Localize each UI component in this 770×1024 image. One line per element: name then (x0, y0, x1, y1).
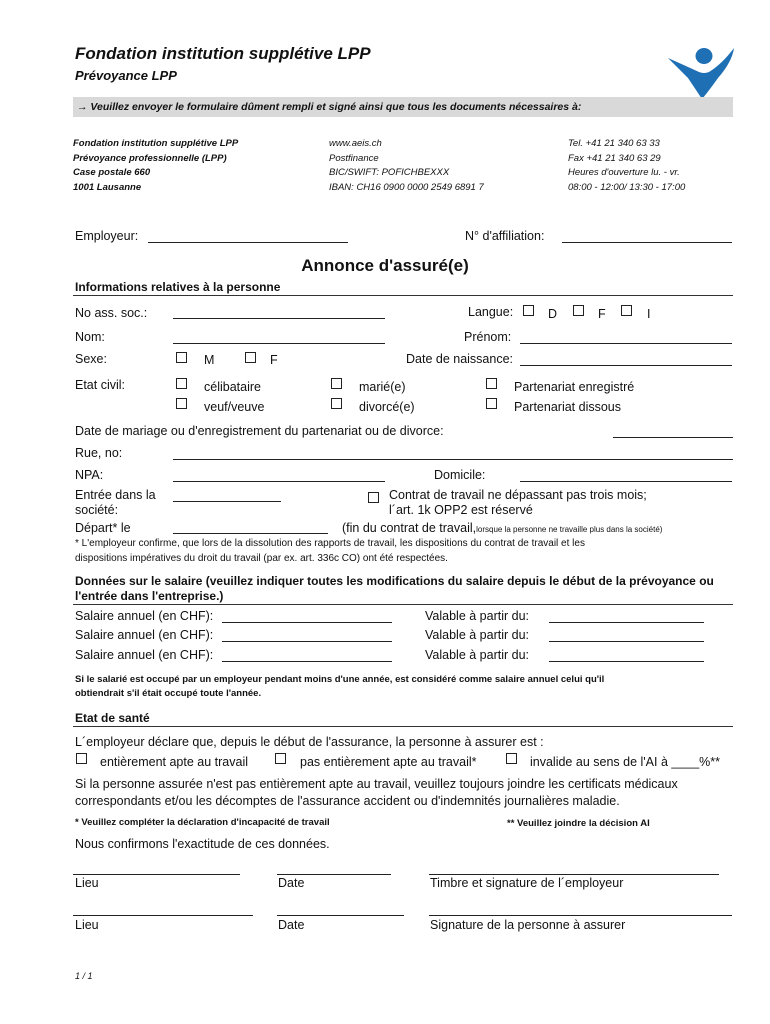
dob-label: Date de naissance: (406, 352, 514, 366)
entree-label: Entrée dans la société: (75, 488, 156, 517)
valid-label: Valable à partir du: (425, 648, 529, 662)
contact-line: Heures d'ouverture lu. - vr. (568, 167, 680, 178)
address-block (73, 137, 238, 195)
salary-field[interactable] (222, 641, 392, 642)
marriage-date-label: Date de mariage ou d'enregistrement du partenariat ou de divorce: (75, 424, 444, 438)
lieu-field[interactable] (73, 915, 253, 916)
foundation-logo (666, 44, 736, 100)
marie-label: marié(e) (359, 380, 406, 394)
lang-i-checkbox[interactable] (621, 305, 632, 316)
prenom-label: Prénom: (464, 330, 512, 344)
depart-field[interactable] (173, 533, 328, 534)
veuf-label: veuf/veuve (204, 400, 265, 414)
address-line: 1001 Lausanne (73, 181, 142, 193)
sex-m-checkbox[interactable] (176, 352, 187, 363)
sex-f-label: F (270, 353, 278, 367)
partenariat-dissous-checkbox[interactable] (486, 398, 497, 409)
bank-block (329, 137, 484, 195)
contrat-court-checkbox[interactable] (368, 492, 379, 503)
invalide-checkbox[interactable] (506, 753, 517, 764)
partenariat-enregistre-label: Partenariat enregistré (514, 380, 635, 394)
marriage-date-field[interactable] (613, 437, 733, 438)
address-line: Prévoyance professionnelle (LPP) (73, 152, 227, 164)
date-field[interactable] (277, 874, 391, 875)
salary-label: Salaire annuel (en CHF): (75, 628, 214, 642)
entree-field[interactable] (173, 501, 281, 502)
avs-field[interactable] (173, 318, 385, 319)
nom-label: Nom: (75, 330, 105, 344)
dob-field[interactable] (520, 365, 732, 366)
valid-date-field[interactable] (549, 641, 704, 642)
rue-label: Rue, no: (75, 446, 123, 460)
confirm-text: Nous confirmons l'exactitude de ces données. (75, 837, 330, 851)
depart-label: Départ* le (75, 521, 131, 535)
lang-i-label: I (647, 307, 651, 321)
lang-d-label: D (548, 307, 558, 321)
divorce-checkbox[interactable] (331, 398, 342, 409)
address-line: Case postale 660 (73, 167, 151, 178)
sex-f-checkbox[interactable] (245, 352, 256, 363)
valid-label: Valable à partir du: (425, 609, 529, 623)
pas-apte-checkbox[interactable] (275, 753, 286, 764)
divider (73, 604, 733, 605)
apte-checkbox[interactable] (76, 753, 87, 764)
sexe-label: Sexe: (75, 352, 107, 366)
section-title-salary: Données sur le salaire (veuillez indiquer toutes les modifications du salaire depuis le début de la prévoyance ou l'entrée dans l'entreprise.) (75, 574, 714, 603)
langue-label: Langue: (468, 305, 514, 319)
celibataire-label: célibataire (204, 380, 261, 394)
bank-line: Postfinance (329, 152, 379, 164)
fin-contrat-note: (fin du contrat de travail,lorsque la personne ne travaille plus dans la société) (342, 521, 663, 535)
website-link[interactable]: www.aeis.ch (329, 138, 382, 149)
contrat-court-label: Contrat de travail ne dépassant pas trois mois; l´art. 1k OPP2 est réservé (389, 488, 647, 517)
affiliation-field[interactable] (562, 242, 732, 243)
rue-field[interactable] (173, 459, 733, 460)
veuf-checkbox[interactable] (176, 398, 187, 409)
ai-note: ** Veuillez joindre la décision AI (507, 818, 650, 829)
instruction-banner (73, 97, 733, 117)
valid-date-field[interactable] (549, 622, 704, 623)
banner-text: Veuillez envoyer le formulaire dûment rempli et signé ainsi que tous les documents nécessaires à: (90, 101, 582, 113)
person-signature-label: Signature de la personne à assurer (430, 918, 626, 932)
valid-date-field[interactable] (549, 661, 704, 662)
lieu-field[interactable] (73, 874, 240, 875)
section-title-health: Etat de santé (75, 711, 150, 725)
apte-label: entièrement apte au travail (100, 755, 249, 769)
document-title: Fondation institution supplétive LPP (75, 44, 371, 63)
section-title-personal: Informations relatives à la personne (75, 280, 281, 294)
prenom-field[interactable] (520, 343, 732, 344)
pas-apte-label: pas entièrement apte au travail* (300, 755, 477, 769)
partenariat-enregistre-checkbox[interactable] (486, 378, 497, 389)
valid-label: Valable à partir du: (425, 628, 529, 642)
health-declaration: L´employeur déclare que, depuis le début de l'assurance, la personne à assurer est : (75, 735, 544, 749)
contact-line: Fax +41 21 340 63 29 (568, 152, 661, 164)
health-info: Si la personne assurée n'est pas entièrement apte au travail, veuillez toujours joindre les certificats médicaux correspondants et/ou les décomptes de l'assurance accident ou d'indemnités journalières maladie. (75, 777, 678, 808)
lieu-label: Lieu (75, 876, 99, 890)
nom-field[interactable] (173, 343, 385, 344)
incapacity-note: * Veuillez compléter la déclaration d'incapacité de travail (75, 817, 330, 828)
lang-d-checkbox[interactable] (523, 305, 534, 316)
celibataire-checkbox[interactable] (176, 378, 187, 389)
date-label: Date (278, 918, 305, 932)
employer-signature-label: Timbre et signature de l´employeur (430, 876, 624, 890)
bank-line: BIC/SWIFT: POFICHBEXXX (329, 167, 450, 178)
employer-field[interactable] (148, 242, 348, 243)
person-signature-field[interactable] (429, 915, 732, 916)
contact-block (568, 137, 685, 195)
marie-checkbox[interactable] (331, 378, 342, 389)
domicile-field[interactable] (520, 481, 732, 482)
arrow-icon: → (77, 101, 88, 113)
date-field[interactable] (277, 915, 404, 916)
salary-label: Salaire annuel (en CHF): (75, 609, 214, 623)
contact-line: 08:00 - 12:00/ 13:30 - 17:00 (568, 181, 686, 193)
domicile-label: Domicile: (434, 468, 486, 482)
avs-label: No ass. soc.: (75, 306, 148, 320)
salary-note: Si le salarié est occupé par un employeur pendant moins d'une année, est considéré comme salaire annuel celui qu'il obtiendrait s'il était occupé toute l'année. (75, 674, 605, 699)
affiliation-label: N° d'affiliation: (465, 229, 545, 243)
employer-label: Employeur: (75, 229, 139, 243)
bank-line: IBAN: CH16 0900 0000 2549 6891 7 (329, 181, 484, 193)
contact-line: Tel. +41 21 340 63 33 (568, 138, 660, 149)
lang-f-label: F (598, 307, 606, 321)
salary-label: Salaire annuel (en CHF): (75, 648, 214, 662)
salary-field[interactable] (222, 622, 392, 623)
document-subtitle: Prévoyance LPP (75, 68, 177, 83)
address-line: Fondation institution supplétive LPP (73, 138, 239, 149)
page-number: 1 / 1 (75, 971, 93, 981)
employer-footnote: * L'employeur confirme, que lors de la dissolution des rapports de travail, les dispositions du contrat de travail et les dispositions impératives du droit du travail (par ex. art. 336c CO) ont été respectées. (75, 538, 585, 564)
invalide-label: invalide au sens de l'AI à ____%** (530, 755, 721, 769)
npa-label: NPA: (75, 468, 104, 482)
etat-civil-label: Etat civil: (75, 378, 126, 392)
salary-field[interactable] (222, 661, 392, 662)
form-title: Annonce d'assuré(e) (301, 256, 469, 275)
npa-field[interactable] (173, 481, 385, 482)
divider (73, 726, 733, 727)
lang-f-checkbox[interactable] (573, 305, 584, 316)
employer-signature-field[interactable] (429, 874, 719, 875)
divorce-label: divorcé(e) (359, 400, 415, 414)
sex-m-label: M (204, 353, 215, 367)
partenariat-dissous-label: Partenariat dissous (514, 400, 622, 414)
date-label: Date (278, 876, 305, 890)
divider (73, 295, 733, 296)
lieu-label: Lieu (75, 918, 99, 932)
